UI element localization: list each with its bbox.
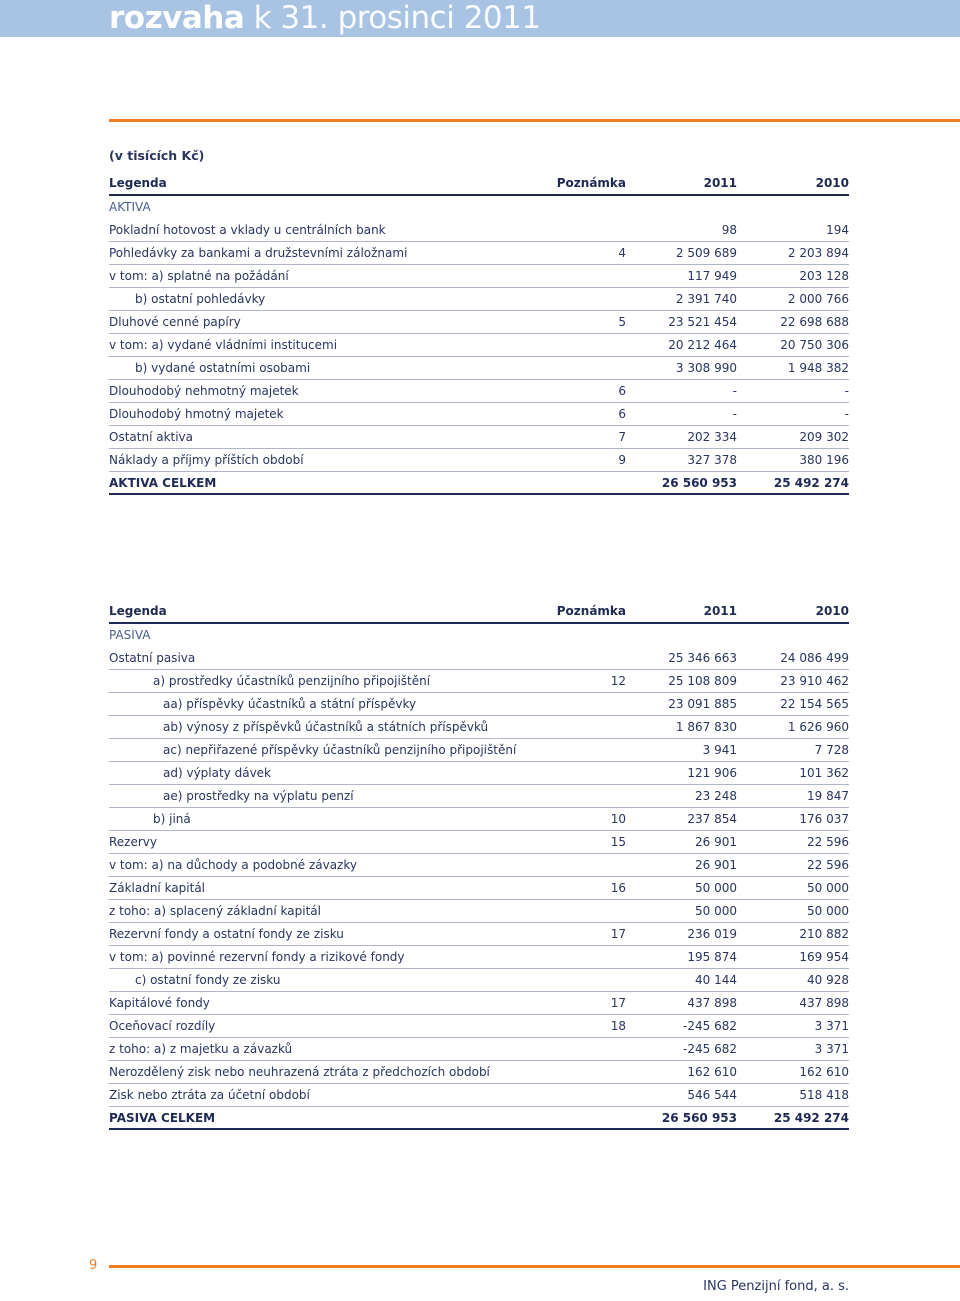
row-value-2010: 380 196 <box>799 453 849 467</box>
table-row <box>109 923 849 946</box>
row-label: Ostatní pasiva <box>109 651 196 665</box>
row-note: 5 <box>618 315 626 329</box>
page-title-rest: k 31. prosinci 2011 <box>244 0 541 36</box>
total-2010: 25 492 274 <box>773 1111 849 1125</box>
total-2011: 26 560 953 <box>661 476 737 490</box>
row-label: Pohledávky za bankami a družstevními záložnami <box>109 246 408 260</box>
row-value-2011: 117 949 <box>687 269 737 283</box>
row-value-2010: 19 847 <box>807 789 849 803</box>
row-value-2011: 546 544 <box>687 1088 737 1102</box>
page-title <box>109 0 541 37</box>
table-row <box>109 265 849 288</box>
row-note: 16 <box>610 881 626 895</box>
row-value-2010: 209 302 <box>799 430 849 444</box>
row-value-2010: 437 898 <box>799 996 849 1010</box>
assets-table <box>109 172 849 495</box>
row-value-2010: 1 626 960 <box>787 720 849 734</box>
row-note: 10 <box>610 812 626 826</box>
table-row <box>109 969 849 992</box>
row-note: 15 <box>610 835 626 849</box>
table-row <box>109 946 849 969</box>
table-row <box>109 357 849 380</box>
row-label: Oceňovací rozdíly <box>109 1019 216 1033</box>
row-label: Zisk nebo ztráta za účetní období <box>109 1088 310 1102</box>
row-value-2010: 22 596 <box>807 835 849 849</box>
row-label: z toho: a) z majetku a závazků <box>109 1042 293 1056</box>
row-value-2010: 2 000 766 <box>787 292 849 306</box>
row-value-2010: 22 698 688 <box>780 315 849 329</box>
row-value-2011: 23 248 <box>695 789 737 803</box>
table-row <box>109 288 849 311</box>
row-note: 6 <box>618 407 626 421</box>
row-value-2010: 194 <box>826 223 849 237</box>
row-value-2010: 7 728 <box>814 743 849 757</box>
row-label: ab) výnosy z příspěvků účastníků a státních příspěvků <box>163 720 489 734</box>
row-label: c) ostatní fondy ze zisku <box>135 973 281 987</box>
table-row <box>109 1084 849 1107</box>
assets-header-row <box>109 172 849 196</box>
col-2011-header: 2011 <box>703 176 737 190</box>
table-row <box>109 403 849 426</box>
row-value-2011: 236 019 <box>687 927 737 941</box>
row-value-2010: 101 362 <box>799 766 849 780</box>
row-value-2010: 3 371 <box>814 1019 849 1033</box>
page-title-bold: rozvaha <box>109 0 245 36</box>
table-row <box>109 380 849 403</box>
table-row <box>109 693 849 716</box>
liabilities-section-title <box>109 624 849 647</box>
col-note-header: Poznámka <box>556 176 626 190</box>
row-label: Základní kapitál <box>109 881 206 895</box>
row-value-2011: 327 378 <box>687 453 737 467</box>
row-value-2011: - <box>732 407 737 421</box>
row-label: Rezervy <box>109 835 157 849</box>
liabilities-header-row <box>109 600 849 624</box>
row-value-2011: 25 346 663 <box>668 651 737 665</box>
assets-section-title <box>109 196 849 219</box>
row-note: 17 <box>610 996 626 1010</box>
row-label: Rezervní fondy a ostatní fondy ze zisku <box>109 927 344 941</box>
assets-rows <box>109 219 849 472</box>
unit-note: (v tisících Kč) <box>109 148 205 163</box>
table-row <box>109 449 849 472</box>
row-value-2011: 25 108 809 <box>668 674 737 688</box>
row-value-2011: 162 610 <box>687 1065 737 1079</box>
row-value-2011: 202 334 <box>687 430 737 444</box>
table-row <box>109 992 849 1015</box>
row-label: z toho: a) splacený základní kapitál <box>109 904 321 918</box>
row-label: Dluhové cenné papíry <box>109 315 241 329</box>
row-label: Nerozdělený zisk nebo neuhrazená ztráta z předchozích období <box>109 1065 490 1079</box>
table-row <box>109 242 849 265</box>
col-note-header: Poznámka <box>556 604 626 618</box>
row-value-2010: 169 954 <box>799 950 849 964</box>
table-row <box>109 785 849 808</box>
table-row <box>109 426 849 449</box>
table-row <box>109 854 849 877</box>
row-value-2011: 1 867 830 <box>675 720 737 734</box>
row-note: 12 <box>610 674 626 688</box>
total-2011: 26 560 953 <box>661 1111 737 1125</box>
row-value-2010: 20 750 306 <box>780 338 849 352</box>
row-value-2010: 23 910 462 <box>780 674 849 688</box>
liabilities-total-row <box>109 1107 849 1130</box>
table-row <box>109 670 849 693</box>
table-row <box>109 831 849 854</box>
table-row <box>109 219 849 242</box>
row-value-2011: 121 906 <box>687 766 737 780</box>
row-value-2010: 22 596 <box>807 858 849 872</box>
row-value-2010: 2 203 894 <box>787 246 849 260</box>
row-value-2011: -245 682 <box>683 1019 737 1033</box>
table-row <box>109 877 849 900</box>
row-value-2010: 203 128 <box>799 269 849 283</box>
row-value-2011: 437 898 <box>687 996 737 1010</box>
row-value-2010: 40 928 <box>807 973 849 987</box>
col-2010-header: 2010 <box>815 176 849 190</box>
row-value-2010: 518 418 <box>799 1088 849 1102</box>
row-value-2011: 237 854 <box>687 812 737 826</box>
footer-divider <box>109 1265 960 1268</box>
row-label: v tom: a) na důchody a podobné závazky <box>109 858 357 872</box>
row-label: a) prostředky účastníků penzijního připojištění <box>153 674 431 688</box>
row-label: Ostatní aktiva <box>109 430 194 444</box>
row-note: 17 <box>610 927 626 941</box>
row-value-2011: 195 874 <box>687 950 737 964</box>
row-value-2010: 50 000 <box>807 904 849 918</box>
row-label: Kapitálové fondy <box>109 996 210 1010</box>
col-2010-header: 2010 <box>815 604 849 618</box>
row-label: ae) prostředky na výplatu penzí <box>163 789 354 803</box>
table-row <box>109 311 849 334</box>
page-number: 9 <box>89 1258 98 1273</box>
row-label: Dlouhodobý hmotný majetek <box>109 407 284 421</box>
row-value-2011: 2 391 740 <box>675 292 737 306</box>
row-value-2010: 50 000 <box>807 881 849 895</box>
row-note: 9 <box>618 453 626 467</box>
row-label: v tom: a) splatné na požádání <box>109 269 289 283</box>
row-label: ad) výplaty dávek <box>163 766 271 780</box>
row-label: v tom: a) povinné rezervní fondy a rizikové fondy <box>109 950 405 964</box>
row-label: aa) příspěvky účastníků a státní příspěvky <box>163 697 417 711</box>
row-value-2010: - <box>844 384 849 398</box>
row-value-2011: -245 682 <box>683 1042 737 1056</box>
assets-total-row <box>109 472 849 495</box>
row-value-2011: 20 212 464 <box>668 338 737 352</box>
row-value-2011: 3 308 990 <box>675 361 737 375</box>
row-note: 7 <box>618 430 626 444</box>
row-value-2010: 24 086 499 <box>780 651 849 665</box>
row-label: b) vydané ostatními osobami <box>135 361 311 375</box>
row-value-2010: 162 610 <box>799 1065 849 1079</box>
row-value-2010: - <box>844 407 849 421</box>
table-row <box>109 1061 849 1084</box>
table-row <box>109 1015 849 1038</box>
table-row <box>109 1038 849 1061</box>
row-label: v tom: a) vydané vládními institucemi <box>109 338 338 352</box>
liabilities-rows <box>109 647 849 1107</box>
footer-brand: ING Penzijní fond, a. s. <box>703 1279 849 1294</box>
row-label: Náklady a příjmy příštích období <box>109 453 304 467</box>
col-label-header: Legenda <box>109 176 167 190</box>
table-row <box>109 808 849 831</box>
row-value-2011: 40 144 <box>695 973 737 987</box>
col-label-header: Legenda <box>109 604 167 618</box>
section-title: AKTIVA <box>109 200 151 214</box>
row-value-2010: 22 154 565 <box>780 697 849 711</box>
row-value-2011: 50 000 <box>695 904 737 918</box>
row-value-2011: 23 091 885 <box>668 697 737 711</box>
total-label: AKTIVA CELKEM <box>109 476 217 490</box>
row-note: 6 <box>618 384 626 398</box>
row-note: 4 <box>618 246 626 260</box>
table-row <box>109 762 849 785</box>
header-divider <box>109 119 960 122</box>
table-row <box>109 334 849 357</box>
total-2010: 25 492 274 <box>773 476 849 490</box>
row-label: ac) nepřiřazené příspěvky účastníků penzijního připojištění <box>163 743 517 757</box>
table-row <box>109 716 849 739</box>
liabilities-table <box>109 600 849 1130</box>
row-value-2011: 3 941 <box>702 743 737 757</box>
section-title: PASIVA <box>109 628 151 642</box>
row-value-2010: 176 037 <box>799 812 849 826</box>
row-value-2011: - <box>732 384 737 398</box>
table-row <box>109 739 849 762</box>
row-label: Pokladní hotovost a vklady u centrálních bank <box>109 223 386 237</box>
row-label: Dlouhodobý nehmotný majetek <box>109 384 299 398</box>
row-label: b) ostatní pohledávky <box>135 292 266 306</box>
table-row <box>109 900 849 923</box>
row-value-2011: 26 901 <box>695 858 737 872</box>
row-note: 18 <box>610 1019 626 1033</box>
row-value-2010: 1 948 382 <box>787 361 849 375</box>
row-value-2011: 26 901 <box>695 835 737 849</box>
row-value-2010: 3 371 <box>814 1042 849 1056</box>
total-label: PASIVA CELKEM <box>109 1111 216 1125</box>
col-2011-header: 2011 <box>703 604 737 618</box>
row-value-2011: 50 000 <box>695 881 737 895</box>
row-value-2011: 2 509 689 <box>675 246 737 260</box>
table-row <box>109 647 849 670</box>
row-value-2011: 98 <box>721 223 737 237</box>
row-value-2010: 210 882 <box>799 927 849 941</box>
row-label: b) jiná <box>153 812 191 826</box>
row-value-2011: 23 521 454 <box>668 315 737 329</box>
